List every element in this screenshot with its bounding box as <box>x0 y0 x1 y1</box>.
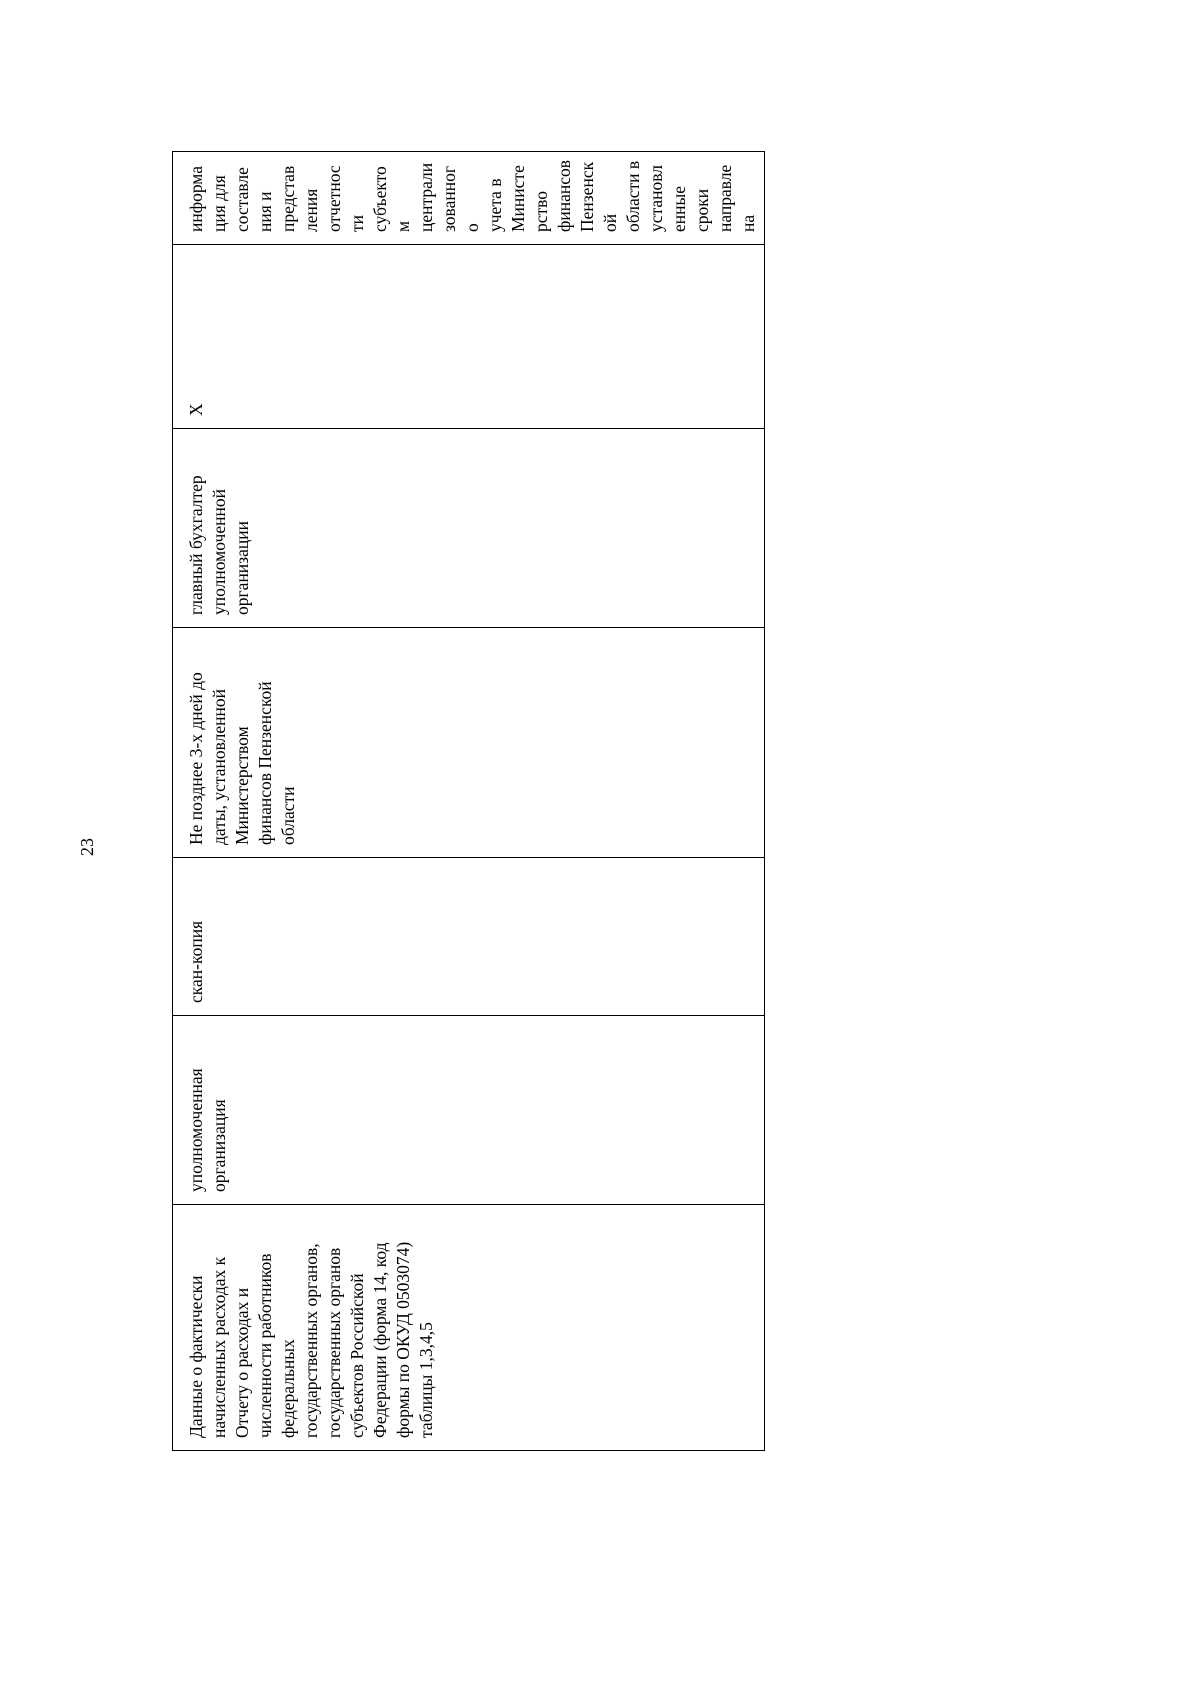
table-cell-signer <box>173 429 765 628</box>
cell-text: информация для составления и представления отчетности субъектом централизованного учета в Министерство финансов Пензенской области в установленные сроки направлена <box>186 160 758 232</box>
cell-text: скан-копия <box>186 920 206 1003</box>
page-number: 23 <box>77 838 97 856</box>
cell-text: Не позднее 3-х дней до даты, установленной Министерством финансов Пензенской области <box>186 672 298 845</box>
cell-text: уполномоченная организация <box>186 1068 229 1192</box>
cell-text: Х <box>186 403 206 416</box>
document-table <box>172 151 765 1451</box>
cell-text: Данные о фактически начисленных расходах к Отчету о расходах и численности работников федеральных государственных органов, государственных органов субъектов Российской Федерации (форма 14, код формы по ОКУД 0503074) таблицы 1,3,4,5 <box>186 1241 436 1438</box>
cell-text: главный бухгалтер уполномоченной организации <box>186 475 252 615</box>
table-cell-mark <box>173 245 765 429</box>
table-cell-result <box>173 152 765 245</box>
table-cell-format <box>173 858 765 1016</box>
document-table-container <box>172 152 758 1451</box>
table-cell-document-description <box>173 1205 765 1451</box>
table-cell-responsible-org <box>173 1016 765 1205</box>
table-cell-deadline <box>173 628 765 858</box>
table-row <box>173 152 765 1451</box>
